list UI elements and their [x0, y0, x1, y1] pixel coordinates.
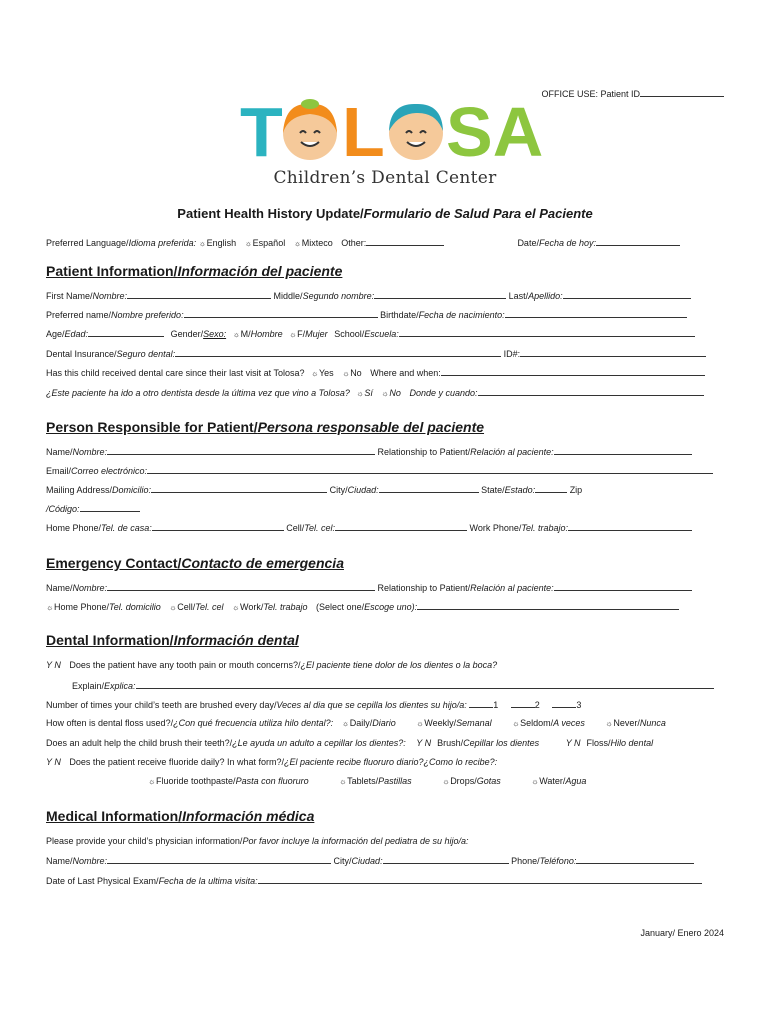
logo-letters-sa: SA: [446, 93, 544, 171]
middle-name-field[interactable]: [374, 290, 506, 299]
first-name-field[interactable]: [127, 290, 271, 299]
visit-yes-checkbox[interactable]: ☼: [310, 369, 319, 378]
cell-phone-field[interactable]: [335, 522, 467, 531]
footer-date: January/ Enero 2024: [640, 928, 724, 938]
exam-date-field[interactable]: [258, 875, 702, 884]
other-language-field[interactable]: [366, 237, 444, 246]
codigo-row: /Código:: [46, 503, 726, 514]
logo-letter-l: L: [342, 93, 385, 171]
visit-row: Has this child received dental care since their last visit at Tolosa? ☼Yes ☼No Where and when:: [46, 367, 726, 378]
visit-si-checkbox[interactable]: ☼: [356, 389, 364, 398]
home-phone-field[interactable]: [152, 522, 284, 531]
medical-header: Medical Information/Información médica: [46, 808, 315, 824]
responsible-name-row: Name/Nombre: Relationship to Patient/Relación al paciente:: [46, 446, 726, 457]
patient-name-row: First Name/Nombre: Middle/Segundo nombre: Last/Apellido:: [46, 290, 726, 301]
visit-es-row: ¿Este paciente ha ido a otro dentista desde la última vez que vino a Tolosa? ☼Sí ☼No Donde y cuando:: [46, 387, 726, 398]
birthdate-field[interactable]: [505, 309, 687, 318]
last-name-field[interactable]: [563, 290, 691, 299]
brush-row: Number of times your child’s teeth are brushed every day/Veces al dia que se cepilla los dientes su hijo/a: 1 2 3: [46, 700, 582, 710]
insurance-row: Dental Insurance/Seguro dental: ID#:: [46, 348, 726, 359]
preferred-name-row: Preferred name/Nombre preferido: Birthdate/Fecha de nacimiento:: [46, 309, 726, 320]
emergency-work-checkbox[interactable]: ☼: [231, 603, 240, 612]
patient-id-field[interactable]: [640, 88, 724, 97]
physician-name-field[interactable]: [107, 855, 331, 864]
state-field[interactable]: [535, 484, 567, 493]
email-field[interactable]: [147, 465, 713, 474]
form-title: Patient Health History Update/Formulario de Salud Para el Paciente: [177, 206, 593, 221]
pain-yn[interactable]: Y N: [46, 660, 61, 670]
phones-row: Home Phone/Tel. de casa: Cell/Tel. cel: Work Phone/Tel. trabajo:: [46, 522, 726, 533]
mixteco-checkbox[interactable]: ☼: [293, 239, 302, 248]
emergency-cell-checkbox[interactable]: ☼: [169, 603, 177, 612]
emergency-phone-row: ☼Home Phone/Tel. domicilio ☼Cell/Tel. cel ☼Work/Tel. trabajo (Select one/Escoge uno):: [46, 601, 726, 612]
pain-row: Y N Does the patient have any tooth pain or mouth concerns?/¿El paciente tiene dolor de los dientes o la boca?: [46, 660, 498, 670]
floss-weekly-checkbox[interactable]: ☼: [416, 719, 424, 728]
physician-city-field[interactable]: [383, 855, 509, 864]
floss-yn[interactable]: Y N: [565, 738, 581, 748]
responsible-relationship-field[interactable]: [554, 446, 692, 455]
physician-instructions: Please provide your child’s physician information/Por favor incluye la información del pediatra de su hijo/a:: [46, 836, 469, 846]
brush-yn[interactable]: Y N: [416, 738, 432, 748]
brush-1-field[interactable]: [469, 699, 493, 708]
explain-row: Explain/Explica:: [72, 680, 726, 691]
office-use: [541, 88, 724, 99]
fluoride-row: Y N Does the patient receive fluoride daily? In what form?/¿El paciente recibe fluoruro diario?¿Como lo recibe?:: [46, 757, 498, 767]
emergency-name-row: Name/Nombre: Relationship to Patient/Relación al paciente:: [46, 582, 726, 593]
fluoride-tablets-checkbox[interactable]: ☼: [339, 777, 347, 786]
donde-cuando-field[interactable]: [478, 387, 704, 396]
age-gender-row: Age/Edad: Gender/Sexo: ☼M/Hombre ☼F/Mujer School/Escuela:: [46, 328, 726, 339]
adult-help-row: Does an adult help the child brush their teeth?/¿Le ayuda un adulto a cepillar los dientes?: Y N Brush/Cepillar los dientes Y N Floss/Hilo dental: [46, 738, 654, 748]
floss-seldom-checkbox[interactable]: ☼: [512, 719, 520, 728]
date-field[interactable]: [596, 237, 680, 246]
brush-2-field[interactable]: [511, 699, 535, 708]
explain-field[interactable]: [136, 680, 714, 689]
emergency-name-field[interactable]: [107, 582, 375, 591]
zip-field[interactable]: [80, 503, 140, 512]
emergency-relationship-field[interactable]: [554, 582, 692, 591]
preferred-name-field[interactable]: [184, 309, 378, 318]
espanol-checkbox[interactable]: ☼: [244, 239, 253, 248]
logo-subtitle: Children’s Dental Center: [273, 168, 497, 188]
emergency-phone-field[interactable]: [417, 601, 679, 610]
visit-no-checkbox[interactable]: ☼: [342, 369, 350, 378]
fluoride-water-checkbox[interactable]: ☼: [531, 777, 539, 786]
floss-row: How often is dental floss used?/¿Con qué frecuencia utiliza hilo dental?: ☼Daily/Diario ☼Weekly/Semanal ☼Seldom/A veces ☼Never/Nunca: [46, 718, 666, 728]
where-when-field[interactable]: [441, 367, 705, 376]
brush-3-field[interactable]: [552, 699, 576, 708]
floss-daily-checkbox[interactable]: ☼: [341, 719, 350, 728]
patient-info-header: Patient Information/Información del paciente: [46, 263, 343, 279]
dental-header: Dental Information/Información dental: [46, 632, 299, 648]
address-row: Mailing Address/Domicilio: City/Ciudad: State/Estado: Zip: [46, 485, 583, 495]
emergency-home-checkbox[interactable]: ☼: [46, 603, 54, 612]
english-checkbox[interactable]: ☼: [198, 239, 206, 248]
office-use-label: OFFICE USE: Patient ID: [541, 89, 640, 99]
work-phone-field[interactable]: [568, 522, 692, 531]
address-field[interactable]: [151, 484, 327, 493]
fluoride-drops-checkbox[interactable]: ☼: [442, 777, 450, 786]
email-row: Email/Correo electrónico:: [46, 465, 726, 476]
emergency-header: Emergency Contact/Contacto de emergencia: [46, 555, 344, 571]
fluoride-options-row: ☼Fluoride toothpaste/Pasta con fluoruro ☼Tablets/Pastillas ☼Drops/Gotas ☼Water/Agua: [148, 776, 587, 786]
insurance-field[interactable]: [175, 348, 501, 357]
physician-phone-field[interactable]: [576, 855, 694, 864]
language-row: Preferred Language/Idioma preferida: ☼English ☼Español ☼Mixteco Other: Date/Fecha de hoy:: [46, 237, 726, 248]
exam-row: Date of Last Physical Exam/Fecha de la ultima visita:: [46, 875, 726, 886]
age-field[interactable]: [88, 328, 164, 337]
fluoride-toothpaste-checkbox[interactable]: ☼: [148, 777, 156, 786]
fluoride-yn[interactable]: Y N: [46, 757, 61, 767]
city-field[interactable]: [379, 484, 479, 493]
male-checkbox[interactable]: ☼: [232, 330, 240, 339]
school-field[interactable]: [399, 328, 695, 337]
physician-row: Name/Nombre: City/Ciudad: Phone/Teléfono:: [46, 855, 726, 866]
responsible-name-field[interactable]: [107, 446, 375, 455]
visit-no-es-checkbox[interactable]: ☼: [381, 389, 389, 398]
floss-never-checkbox[interactable]: ☼: [605, 719, 613, 728]
female-checkbox[interactable]: ☼: [289, 330, 297, 339]
logo-letter-t: T: [240, 93, 283, 171]
logo-wordmark-icon: [240, 93, 544, 171]
insurance-id-field[interactable]: [520, 348, 706, 357]
responsible-header: Person Responsible for Patient/Persona responsable del paciente: [46, 419, 485, 435]
